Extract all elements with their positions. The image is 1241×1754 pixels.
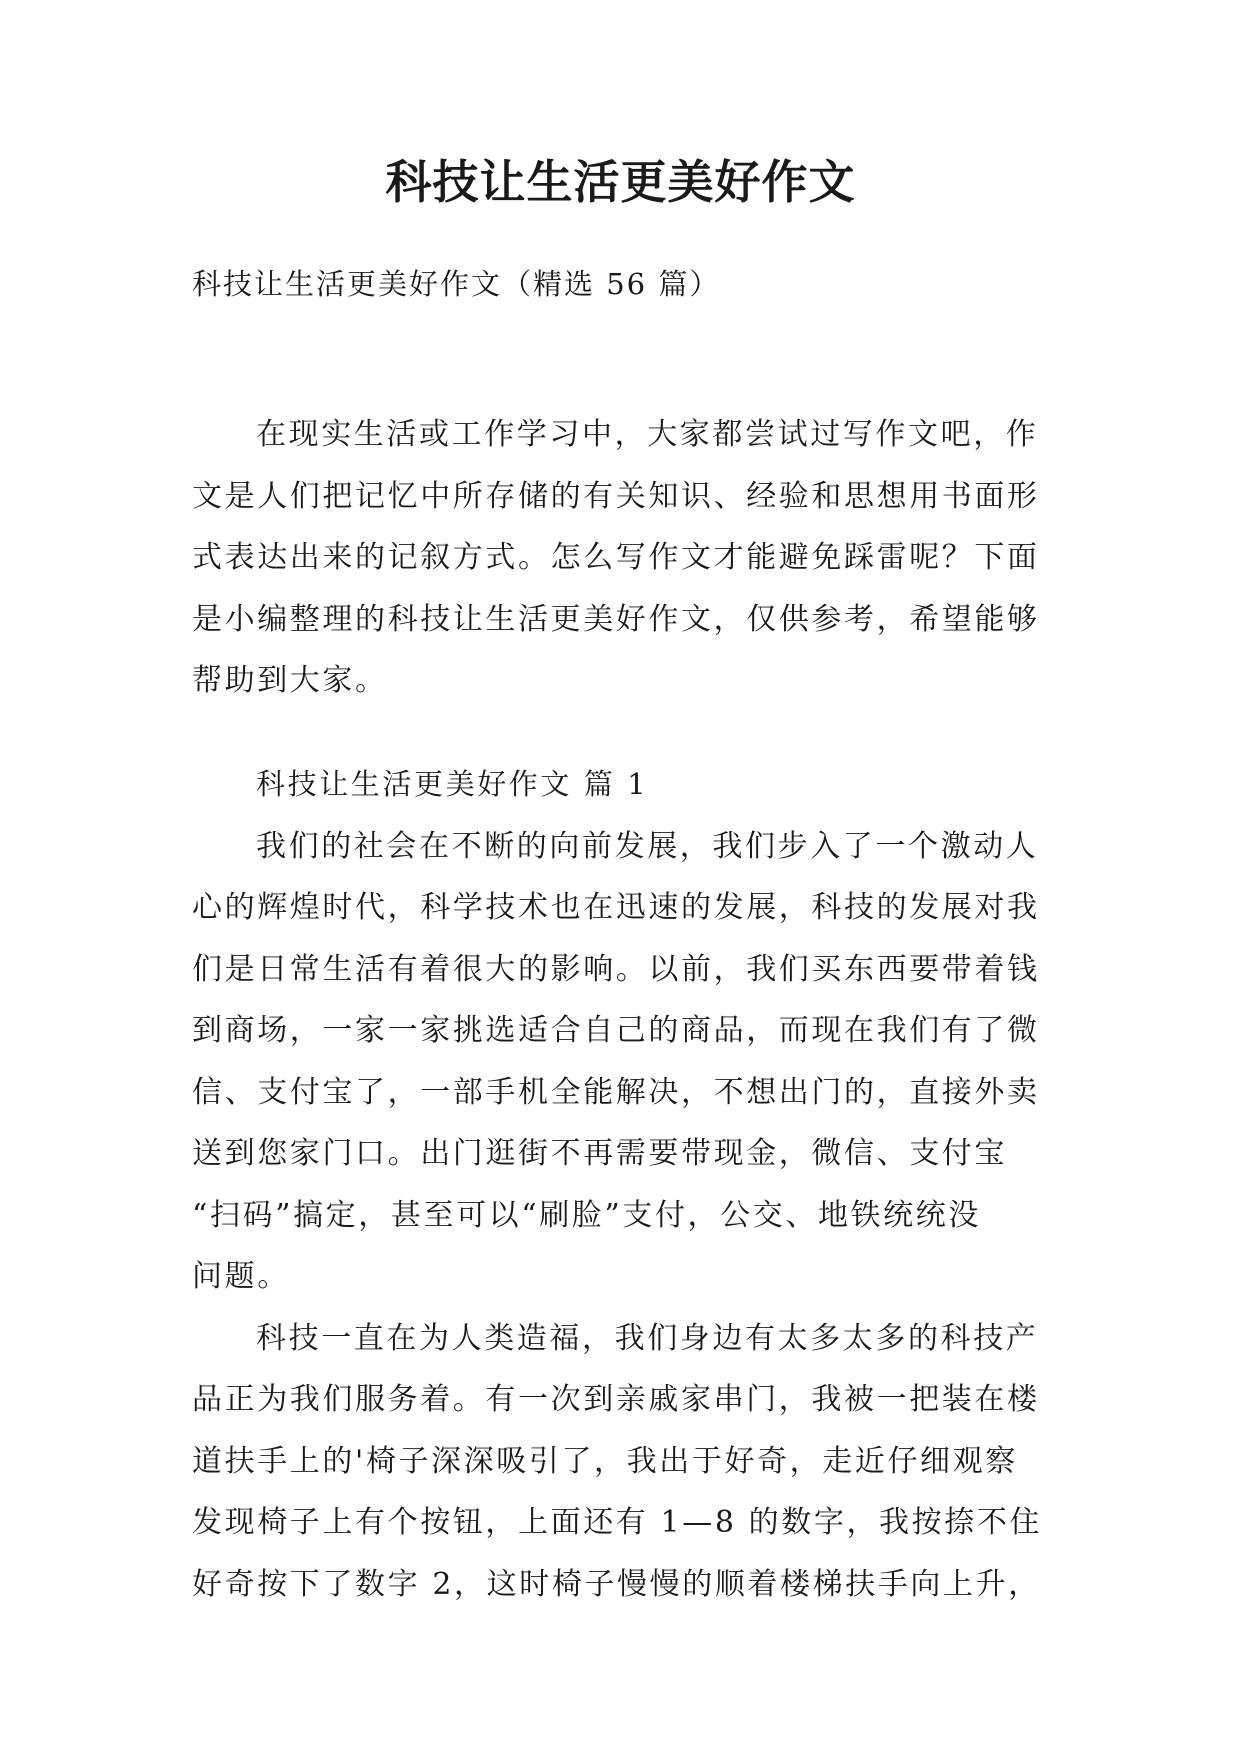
paragraph-line: 信、支付宝了，一部手机全能解决，不想出门的，直接外卖 — [192, 1074, 1040, 1110]
paragraph-line: 问题。 — [192, 1259, 290, 1294]
intro-line: 文是人们把记忆中所存储的有关知识、经验和思想用书面形 — [192, 478, 1040, 514]
intro-line: 在现实生活或工作学习中，大家都尝试过写作文吧，作 — [256, 417, 1039, 452]
paragraph-line: “扫码”搞定，甚至可以“刷脸”支付，公交、地铁统统没 — [192, 1197, 981, 1233]
paragraph-line: 好奇按下了数字 2，这时椅子慢慢的顺着楼梯扶手向上升， — [192, 1566, 1041, 1602]
paragraph-line: 发现椅子上有个按钮，上面还有 1—8 的数字，我按捺不住 — [192, 1505, 1043, 1540]
document-title: 科技让生活更美好作文 — [385, 155, 856, 209]
paragraph-line: 品正为我们服务着。有一次到亲戚家串门，我被一把装在楼 — [192, 1382, 1040, 1417]
intro-line: 是小编整理的科技让生活更美好作文，仅供参考，希望能够 — [192, 601, 1040, 637]
section-1 — [192, 754, 1060, 1615]
intro-line: 帮助到大家。 — [192, 663, 388, 698]
document-subtitle: 科技让生活更美好作文（精选 56 篇） — [192, 267, 721, 301]
section-1-heading: 科技让生活更美好作文 篇 1 — [256, 767, 649, 801]
intro-line: 式表达出来的记叙方式。怎么写作文才能避免踩雷呢？下面 — [192, 540, 1040, 575]
paragraph-line: 我们的社会在不断的向前发展，我们步入了一个激动人 — [256, 828, 1039, 864]
paragraph-line: 到商场，一家一家挑选适合自己的商品，而现在我们有了微 — [192, 1013, 1040, 1048]
paragraph-line: 心的辉煌时代，科学技术也在迅速的发展，科技的发展对我 — [192, 890, 1040, 925]
paragraph-line: 道扶手上的'椅子深深吸引了，我出于好奇，走近仔细观察 — [192, 1443, 1018, 1479]
paragraph-line: 们是日常生活有着很大的影响。以前，我们买东西要带着钱 — [192, 951, 1040, 987]
paragraph-line: 送到您家门口。出门逛街不再需要带现金，微信、支付宝 — [192, 1136, 1007, 1171]
intro-paragraph — [192, 404, 1060, 712]
paragraph-line: 科技一直在为人类造福，我们身边有太多太多的科技产 — [256, 1320, 1039, 1356]
